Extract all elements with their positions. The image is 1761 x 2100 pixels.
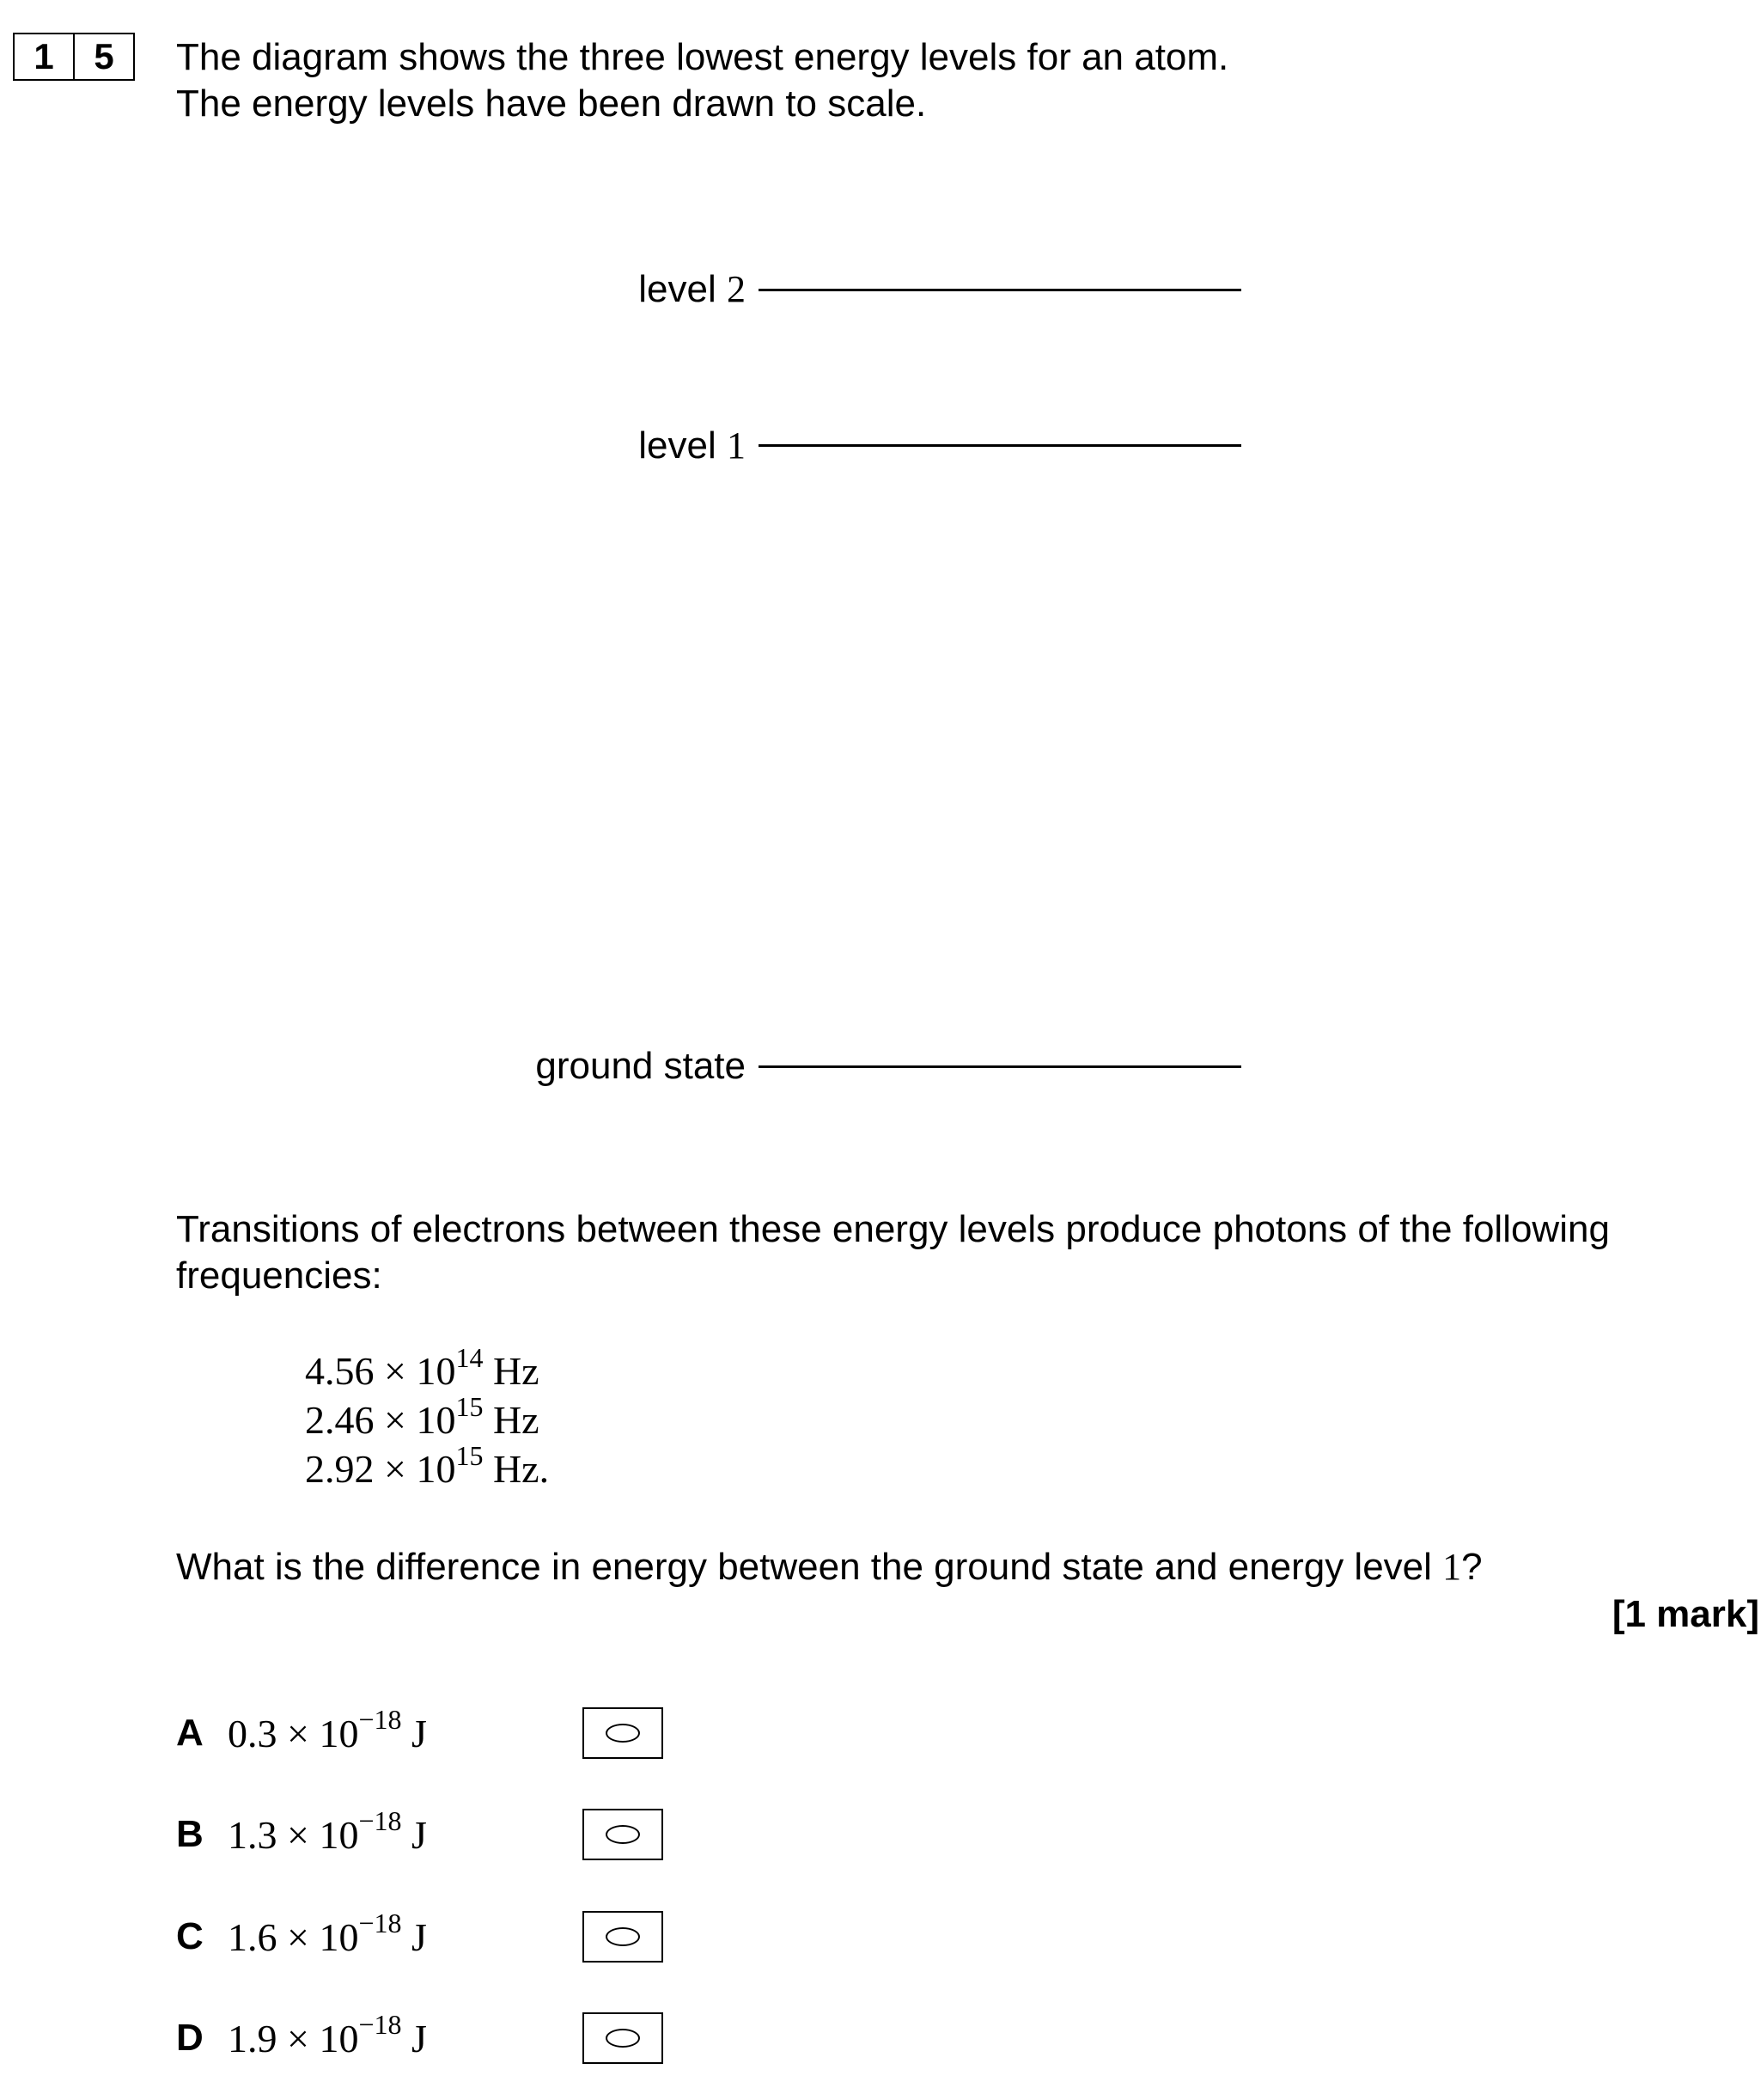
- option-d-answer-box[interactable]: [582, 2012, 663, 2064]
- answer-oval-icon: [606, 2029, 640, 2048]
- option-c: C $1.6 \times 10^{-18}$ J: [176, 1908, 427, 1959]
- intro-line-2: The energy levels have been drawn to scale.: [176, 82, 927, 125]
- intro-line-1: The diagram shows the three lowest energy levels for an atom.: [176, 36, 1229, 78]
- ground-state-label: ground state: [535, 1045, 746, 1087]
- question-number-digit-2: 5: [73, 34, 133, 79]
- frequency-3: $2.92 \times 10^{15}$ Hz.: [305, 1439, 550, 1491]
- frequency-1: $4.56 \times 10^{14}$ Hz: [305, 1341, 539, 1393]
- level-1-line: [759, 444, 1241, 447]
- option-c-answer-box[interactable]: [582, 1911, 663, 1963]
- option-a: A $0.3 \times 10^{-18}$ J: [176, 1704, 427, 1755]
- ground-state-line: [759, 1065, 1241, 1068]
- option-b: B $1.3 \times 10^{-18}$ J: [176, 1805, 427, 1857]
- option-a-answer-box[interactable]: [582, 1707, 663, 1759]
- answer-oval-icon: [606, 1825, 640, 1844]
- level-1-label: level 1: [638, 424, 746, 467]
- question-number-digit-1: 1: [34, 36, 54, 76]
- question-prompt: What is the difference in energy between the ground state and energy level 1?: [176, 1546, 1483, 1588]
- level-2-line: [759, 289, 1241, 291]
- transitions-text-line-2: frequencies:: [176, 1255, 382, 1297]
- marks-label: [1 mark]: [1612, 1593, 1759, 1635]
- transitions-text-line-1: Transitions of electrons between these energy levels produce photons of the following: [176, 1208, 1610, 1250]
- answer-oval-icon: [606, 1724, 640, 1743]
- answer-oval-icon: [606, 1927, 640, 1946]
- option-b-answer-box[interactable]: [582, 1809, 663, 1860]
- level-2-label: level 2: [638, 268, 746, 310]
- question-number: [13, 33, 135, 81]
- option-d: D $1.9 \times 10^{-18}$ J: [176, 2009, 427, 2060]
- frequency-2: $2.46 \times 10^{15}$ Hz: [305, 1390, 539, 1442]
